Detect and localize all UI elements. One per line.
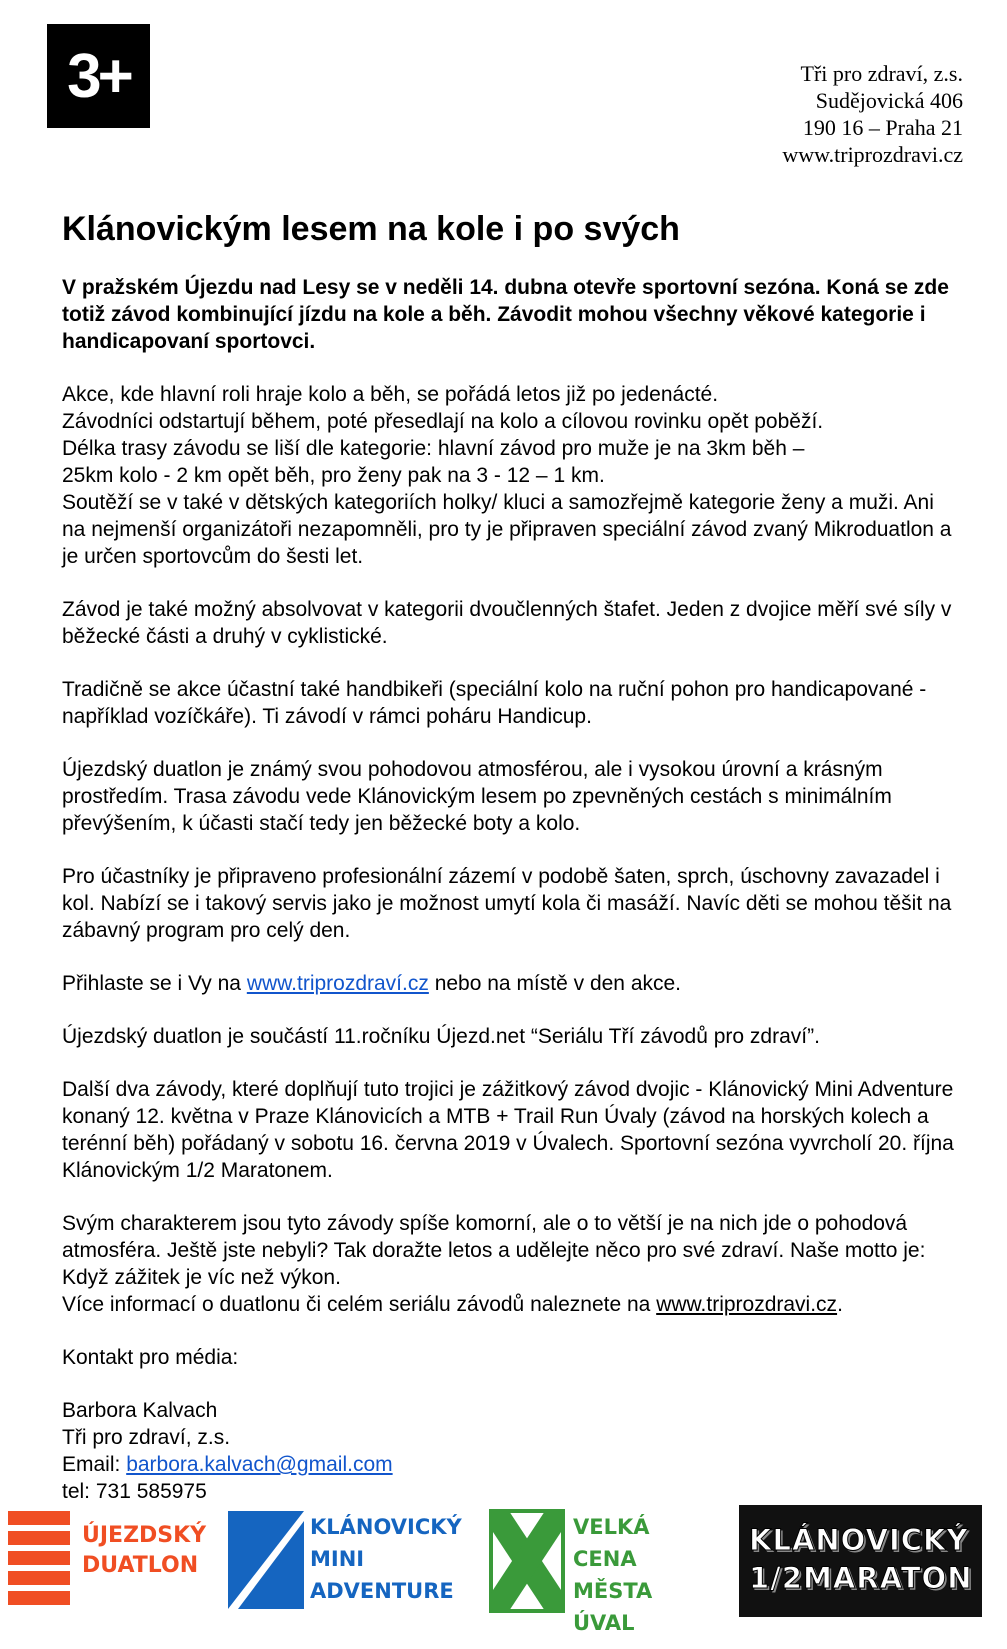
uval-line-2: CENA xyxy=(573,1547,637,1571)
contact-name: Barbora Kalvach xyxy=(62,1399,218,1422)
contact-block xyxy=(62,1397,962,1505)
address-line-org: Tři pro zdraví, z.s. xyxy=(800,61,963,86)
article-body xyxy=(62,208,962,1505)
character-text: Svým charakterem jsou tyto závody spíše komorní, ale o to větší je na nich jde o pohodová atmosféra. Ještě jste nebyli? Tak doražte letos a udělejte něco pro své zdraví. Naše motto je: Když zážitek je víc než výkon. xyxy=(62,1212,926,1289)
address-line-web: www.triprozdravi.cz xyxy=(782,142,963,167)
contact-email-link[interactable]: barbora.kalvach@gmail.com xyxy=(126,1453,393,1476)
logo-klanovicky-pulmaraton xyxy=(739,1505,982,1617)
duatlon-line-2: DUATLON xyxy=(82,1553,199,1578)
contact-org: Tři pro zdraví, z.s. xyxy=(62,1426,231,1449)
uval-cross-icon xyxy=(489,1505,565,1617)
intro-line-3: Délka trasy závodu se liší dle kategorie: hlavní závod pro muže je na 3km běh – xyxy=(62,437,805,460)
maraton-line-2: 1/2MARATON xyxy=(749,1561,973,1595)
register-text-after: nebo na místě v den akce. xyxy=(428,972,682,995)
logo-velka-cena-mesta-uval xyxy=(489,1505,709,1635)
duatlon-line-1: ÚJEZDSKÝ xyxy=(82,1523,207,1548)
sponsor-logos xyxy=(0,1505,1007,1635)
address-line-street: Sudějovická 406 xyxy=(815,88,963,113)
paragraph-other-races: Další dva závody, které doplňují tuto trojici je zážitkový závod dvojic - Klánovický Mini Adventure konaný 12. května v Praze Klánovicích a MTB + Trail Run Úvaly (závod na horských kolech a terénní běh) pořádaný v sobotu 16. června 2019 v Úvalech. Sportovní sezóna vyvrcholí 20. října Klánovickým 1/2 Maratonem. xyxy=(62,1078,954,1182)
address-line-city: 190 16 – Praha 21 xyxy=(802,115,963,140)
paragraph-intro xyxy=(62,381,962,570)
paragraph-handbike: Tradičně se akce účastní také handbikeři (speciální kolo na ruční pohon pro handicapované - například vozíčkáře). Ti závodí v rámci poháru Handicup. xyxy=(62,678,927,728)
intro-line-1: Akce, kde hlavní roli hraje kolo a běh, se pořádá letos již po jedenácté. xyxy=(62,383,719,406)
more-info-text: Více informací o duatlonu či celém seriálu závodů naleznete na xyxy=(62,1293,657,1316)
maraton-line-1: KLÁNOVICKÝ xyxy=(749,1523,969,1557)
mini-adventure-triangle-icon xyxy=(228,1505,308,1617)
logo-klanovicky-mini-adventure xyxy=(228,1505,462,1617)
paragraph-series: Újezdský duatlon je součástí 11.ročníku Újezd.net “Seriálu Tří závodů pro zdraví”. xyxy=(62,1025,820,1048)
article-lead: V pražském Újezdu nad Lesy se v neděli 14. dubna otevře sportovní sezóna. Koná se zde totiž závod kombinující jízdu na kole a běh. Závodit mohou všechny věkové kategorie i handicapovaní sportovci. xyxy=(62,276,949,353)
registration-link[interactable]: www.triprozdraví.cz xyxy=(246,972,429,995)
more-info-link[interactable]: www.triprozdravi.cz xyxy=(656,1293,838,1316)
logo-ujezdsky-duatlon xyxy=(8,1505,207,1617)
contact-tel: tel: 731 585975 xyxy=(62,1480,207,1503)
three-plus-logo: 3+ xyxy=(47,24,150,128)
paragraph-relay: Závod je také možný absolvovat v kategorii dvoučlenných štafet. Jeden z dvojice měří své síly v běžecké části a druhý v cyklistické. xyxy=(62,598,952,648)
more-info-period: . xyxy=(837,1293,843,1316)
intro-line-2: Závodníci odstartují během, poté přesedlají na kolo a cílovou rovinku opět poběží. xyxy=(62,410,824,433)
adventure-line-1: KLÁNOVICKÝ xyxy=(310,1515,462,1539)
paragraph-facilities: Pro účastníky je připraveno profesionální zázemí v podobě šaten, sprch, úschovny zavazadel i kol. Nabízí se i takový servis jako je možnost umytí kola či masáží. Navíc děti se mohou těšit na zábavný program pro celý den. xyxy=(62,865,952,942)
paragraph-register xyxy=(62,970,962,997)
intro-line-5: Soutěží se v také v dětských kategoriích holky/ kluci a samozřejmě kategorie ženy a muži. Ani na nejmenší organizátoři nezapomněli, pro ty je připraven speciální závod zvaný Mikroduatlon a je určen sportovcům do šesti let. xyxy=(62,491,952,568)
adventure-line-3: ADVENTURE xyxy=(310,1579,454,1603)
contact-heading: Kontakt pro média: xyxy=(62,1346,239,1369)
contact-email-label: Email: xyxy=(62,1453,127,1476)
register-text-before: Přihlaste se i Vy na xyxy=(62,972,247,995)
uval-line-3: MĚSTA ÚVAL xyxy=(573,1579,653,1635)
paragraph-atmosphere: Újezdský duatlon je známý svou pohodovou atmosférou, ale i vysokou úrovní a krásným prostředím. Trasa závodu vede Klánovickým lesem po zpevněných cestách s minimálním převýšením, k účasti stačí tedy jen běžecké boty a kolo. xyxy=(62,758,892,835)
adventure-line-2: MINI xyxy=(310,1547,365,1571)
intro-line-4: 25km kolo - 2 km opět běh, pro ženy pak na 3 - 12 – 1 km. xyxy=(62,464,605,487)
article-title: Klánovickým lesem na kole i po svých xyxy=(62,210,680,248)
paragraph-character xyxy=(62,1210,962,1318)
organization-address xyxy=(782,60,963,168)
uval-line-1: VELKÁ xyxy=(573,1515,650,1539)
